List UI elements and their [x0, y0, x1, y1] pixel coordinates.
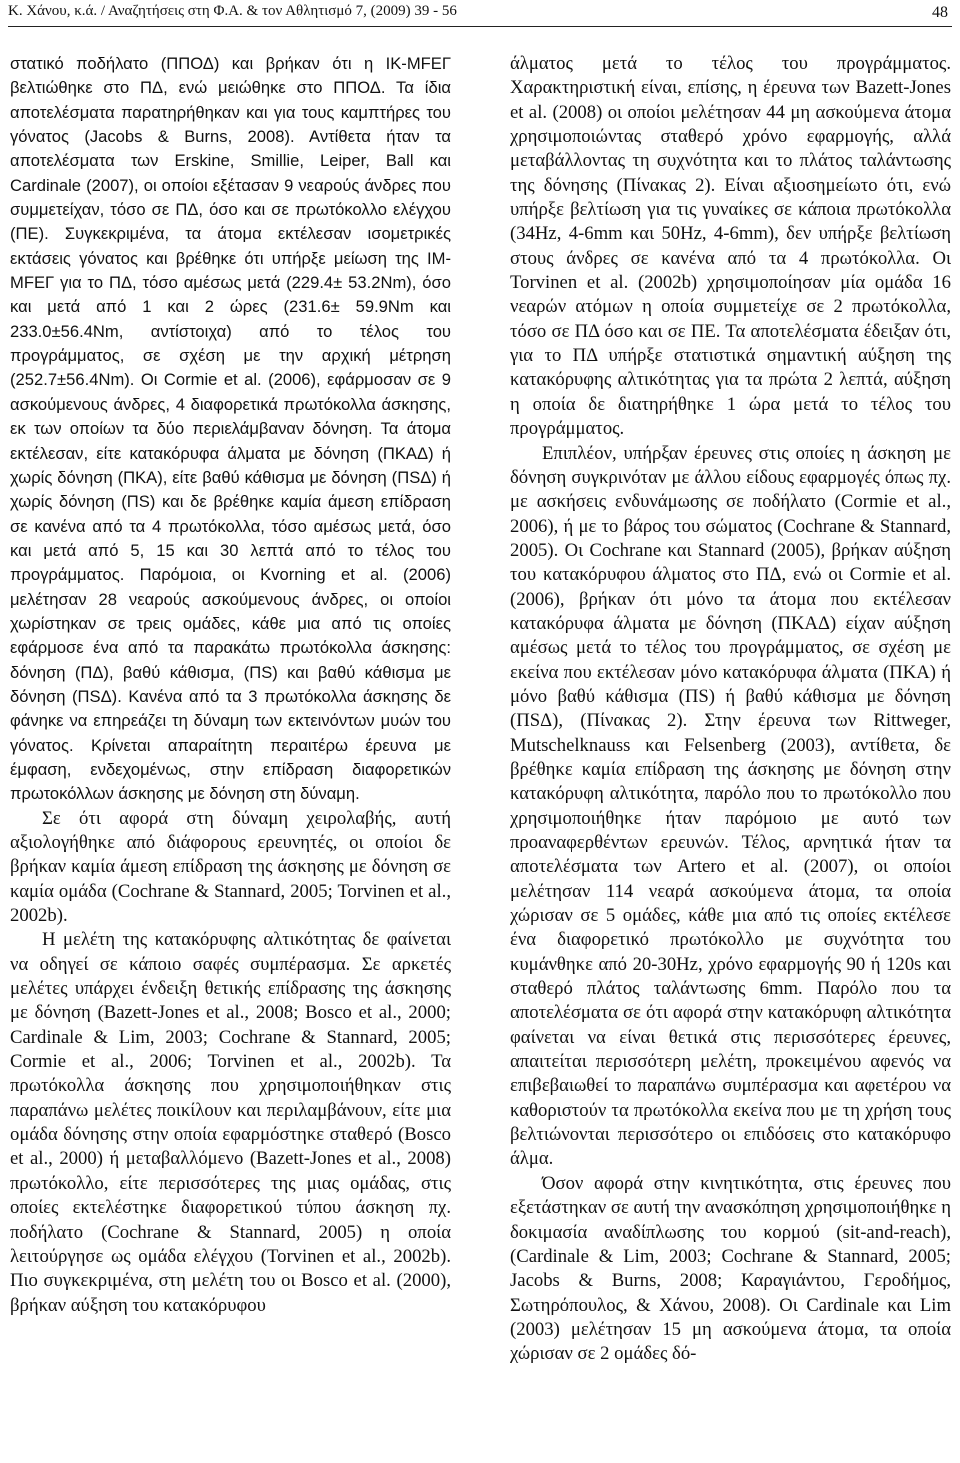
- left-column: [10, 52, 451, 1318]
- running-title: Κ. Χάνου, κ.ά. / Αναζητήσεις στη Φ.Α. & τον Αθλητισμό 7, (2009) 39 - 56: [8, 3, 457, 19]
- page-header: [8, 0, 952, 27]
- paragraph: άλματος μετά το τέλος του προγράμματος. Χαρακτηριστική είναι, επίσης, η έρευνα των Bazett-Jones et al. (2008) οι οποίοι μελέτησαν 44 μη ασκούμενα άτομα χρησιμοποιώντας σταθερό χρόνο εφαρμογής, αλλά μεταβάλλοντας τη συχνότητα και το πλάτος ταλάντωσης της δόνησης (Πίνακας 2). Είναι αξιοσημείωτο ότι, ενώ υπήρξε βελτίωση για τις γυναίκες σε κάποια πρωτόκολλα (34Hz, 4-6mm και 50Hz, 4-6mm), δεν υπήρξε βελτίωση στους άνδρες σε κανένα από τα 4 πρωτόκολλα. Οι Torvinen et al. (2002b) χρησιμοποίησαν μία ομάδα 16 νεαρών ατόμων η οποία συμμετείχε σε 2 πρωτόκολλα, τόσο σε ΠΔ όσο και σε ΠΕ. Τα αποτελέσματα έδειξαν ότι, για το ΠΔ υπήρξε στατιστικά σημαντική αύξηση της κατακόρυφης αλτικότητας για τα πρώτα 2 λεπτά, αύξηση η οποία δε διατηρήθηκε 1 ώρα μετά το τέλος του προγράμματος.: [510, 53, 951, 440]
- paragraph: Σε ότι αφορά στη δύναμη χειρολαβής, αυτή αξιολογήθηκε από διάφορους ερευνητές, οι οποίοι δε βρήκαν καμία άμεση επίδραση της άσκησης με δόνηση σε καμία ομάδα (Cochrane & Stannard, 2005; Torvinen et al., 2002b).: [10, 807, 451, 927]
- paragraph: Επιπλέον, υπήρξαν έρευνες στις οποίες η άσκηση με δόνηση συγκρινόταν με άλλου είδους εφαρμογές όπως πχ. με ασκήσεις ενδυνάμωσης σε ποδήλατο (Cormie et al., 2006), ή με το βάρος του σώματος (Cochrane & Stannard, 2005). Οι Cochrane και Stannard (2005), βρήκαν αύξηση του κατακόρυφου άλματος στο ΠΔ, ενώ οι Cormie et al. (2006), βρήκαν ότι μόνο τα άτομα που εκτέλεσαν κατακόρυφα άλματα με δόνηση (ΠΚΑΔ) είχαν αύξηση αμέσως μετά το τέλος του προγράμματος, σε σχέση με εκείνα που εκτέλεσαν μόνο κατακόρυφα άλματα (ΠΚΑ) ή μόνο βαθύ κάθισμα (ΠS) ή βαθύ κάθισμα με δόνηση (ΠSΔ), (Πίνακας 2). Στην έρευνα των Rittweger, Mutschelknauss και Felsenberg (2003), αντίθετα, δε βρέθηκε καμία επίδραση της άσκησης με δόνηση στην κατακόρυφη αλτικότητα, παρόλο που το πρωτόκολλο που χρησιμοποιήθηκε ήταν παρόμοιο με αυτό των προαναφερθέντων ερευνών. Τέλος, αρνητικά ήταν τα αποτελέσματα των Artero et al. (2007), οι οποίοι μελέτησαν 114 νεαρά ασκούμενα άτομα, τα οποία χώρισαν σε 5 ομάδες, κάθε μια από τις οποίες εκτέλεσε ένα διαφορετικό πρωτόκολλο με συχνότητα του κυμάνθηκε από 20-30Hz, χρόνο εφαρμογής 90 ή 120s και σταθερό πλάτος ταλάντωσης 6mm. Παρόλο που τα αποτελέσματα σε ότι αφορά στην κατακόρυφη αλτικότητα φαίνεται να είναι θετικά στις περισσότερες έρευνες, απαιτείται περισσότερη μελέτη, προκειμένου αφενός να επιβεβαιωθεί το παραπάνω συμπέρασμα και αφετέρου να καθοριστούν τα πρωτόκολλα εκείνα που με τη χρήση τους βελτιώνονται περισσότερο οι επιδόσεις στο κατακόρυφο άλμα.: [510, 442, 951, 1170]
- paragraph: στατικό ποδήλατο (ΠΠΟΔ) και βρήκαν ότι η ΙΚ-ΜFΕΓ βελτιώθηκε στο ΠΔ, ενώ μειώθηκε στο ΠΠΟΔ. Τα ίδια αποτελέσματα παρατηρήθηκαν και για τους καμπτήρες του γόνατος (Jacobs & Burns, 2008). Αντίθετα ήταν τα αποτελέσματα των Erskine, Smillie, Leiper, Ball και Cardinale (2007), οι οποίοι εξέτασαν 9 νεαρούς άνδρες που συμμετείχαν, τόσο σε ΠΔ, όσο και σε πρωτόκολλο ελέγχου (ΠΕ). Συγκεκριμένα, τα άτομα εκτέλεσαν ισομετρικές εκτάσεις γόνατος και βρέθηκε ότι υπήρξε μείωση της ΙΜ-ΜFΕΓ για το ΠΔ, τόσο αμέσως μετά (229.4± 53.2Nm), όσο και μετά από 1 και 2 ώρες (231.6± 59.9Nm και 233.0±56.4Nm, αντίστοιχα) από το τέλος του προγράμματος, σε σχέση με την αρχική μέτρηση (252.7±56.4Nm). Οι Cormie et al. (2006), εφάρμοσαν σε 9 ασκούμενους άνδρες, 4 διαφορετικά πρωτόκολλα άσκησης, εκ των οποίων τα δύο περιελάμβαναν δόνηση. Τα άτομα εκτέλεσαν, είτε κατακόρυφα άλματα με δόνηση (ΠΚΑΔ) ή χωρίς δόνηση (ΠΚΑ), είτε βαθύ κάθισμα με δόνηση (ΠSΔ) ή χωρίς δόνηση (ΠS) και δε βρέθηκε καμία άμεση επίδραση σε κανένα από τα 4 πρωτόκολλα, τόσο αμέσως μετά, όσο και μετά από 5, 15 και 30 λεπτά από το τέλος του προγράμματος. Παρόμοια, οι Kvorning et al. (2006) μελέτησαν 28 νεαρούς ασκούμενους άνδρες, οι οποίοι χωρίστηκαν σε τρεις ομάδες, κάθε μια από τις οποίες εφάρμοσε ένα από τα παρακάτω πρωτόκολλα άσκησης: δόνηση (ΠΔ), βαθύ κάθισμα, (ΠS) και βαθύ κάθισμα με δόνηση (ΠSΔ). Κανένα από τα 3 πρωτόκολλα άσκησης δε φάνηκε να επηρεάζει τη δύναμη των εκτεινόντων μυών του γόνατος. Κρίνεται απαραίτητη περαιτέρω έρευνα με έμφαση, ενδεχομένως, στην επίδραση διαφορετικών πρωτοκόλλων άσκησης με δόνηση στη δύναμη.: [10, 54, 451, 804]
- page-number: 48: [932, 4, 948, 21]
- paragraph: Η μελέτη της κατακόρυφης αλτικότητας δε φαίνεται να οδηγεί σε κάποιο σαφές συμπέρασμα. Σε αρκετές μελέτες υπάρχει ένδειξη θετικής επίδρασης της άσκησης με δόνηση (Bazett-Jones et al., 2008; Bosco et al., 2000; Cardinale & Lim, 2003; Cochrane & Stannard, 2005; Cormie et al., 2006; Torvinen et al., 2002b). Τα πρωτόκολλα άσκησης που χρησιμοποιήθηκαν στις παραπάνω μελέτες ποικίλουν και περιλαμβάνουν, είτε μια ομάδα δόνησης στην οποία εφαρμόστηκε σταθερό (Bosco et al., 2000) ή μεταβαλλόμενο (Bazett-Jones et al., 2008) πρωτόκολλο, είτε περισσότερες της μιας ομάδας, στις οποίες εκτελέστηκε διαφορετικού τύπου άσκηση πχ. ποδήλατο (Cochrane & Stannard, 2005) η οποία λειτούργησε ως ομάδα ελέγχου (Torvinen et al., 2002b). Πιο συγκεκριμένα, στη μελέτη του οι Bosco et al. (2000), βρήκαν αύξηση του κατακόρυφου: [10, 929, 451, 1316]
- paragraph: Όσον αφορά στην κινητικότητα, στις έρευνες που εξετάστηκαν σε αυτή την ανασκόπηση χρησιμοποιήθηκε η δοκιμασία αναδίπλωσης του κορμού (sit-and-reach), (Cardinale & Lim, 2003; Cochrane & Stannard, 2005; Jacobs & Burns, 2008; Καραγιάντου, Γεροδήμος, Σωτηρόπουλος, & Χάνου, 2008). Οι Cardinale και Lim (2003) μελέτησαν 15 μη ασκούμενα άτομα, τα οποία χώρισαν σε 2 ομάδες δό-: [510, 1172, 951, 1365]
- right-column: [510, 52, 951, 1367]
